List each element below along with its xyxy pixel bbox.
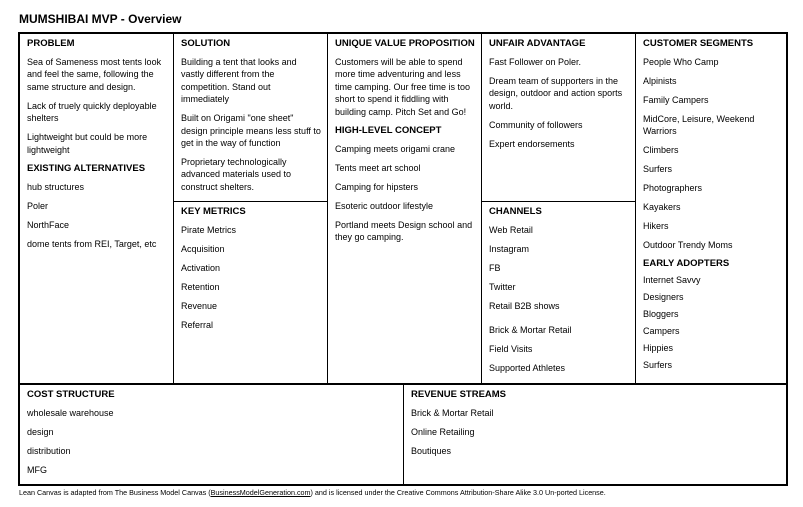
footer-suffix: ) and is licensed under the Creative Commons Attribution-Share Alike 3.0 Un-ported License. [310, 488, 606, 497]
problem-heading: PROBLEM [27, 38, 75, 49]
key-metrics-item: Acquisition [181, 244, 225, 254]
customer-segments-item: Alpinists [643, 76, 677, 86]
uvp-item: Customers will be able to spend more time adventuring and less time camping. Our free time is too short to spend it fiddling with building camp. Pitch Set and Go! [335, 57, 471, 117]
cost-structure-section [20, 385, 403, 486]
revenue-streams-section [404, 385, 786, 486]
license-footer [19, 488, 606, 497]
customer-segments-item: Climbers [643, 145, 679, 156]
channels-item: Instagram [489, 244, 530, 254]
unfair-advantage-section [482, 34, 635, 201]
high-level-concept-item: Esoteric outdoor lifestyle [335, 200, 434, 211]
uvp-section [328, 34, 481, 383]
cost-structure-item: distribution [27, 446, 71, 456]
high-level-concept-item: Camping for hipsters [335, 181, 419, 192]
existing-alternatives-item: NorthFace [27, 219, 70, 230]
unfair-advantage-item: Expert endorsements [489, 138, 575, 149]
problem-section [20, 34, 173, 383]
page-title: MUMSHIBAI MVP - Overview [19, 12, 182, 26]
problem-item: Lack of truely quickly deployable shelters [27, 100, 157, 124]
high-level-concept-item: Camping meets origami crane [335, 143, 456, 154]
cost-structure-item: wholesale warehouse [27, 408, 114, 418]
solution-item: Proprietary technologically advanced materials used to construct shelters. [181, 157, 292, 192]
high-level-concept-item: Tents meet art school [335, 162, 421, 173]
customer-segments-item: Kayakers [643, 202, 681, 213]
footer-prefix: Lean Canvas is adapted from The Business Model Canvas ( [19, 488, 211, 497]
key-metrics-item: Retention [181, 282, 220, 292]
footer-link[interactable]: BusinessModelGeneration.com [210, 488, 311, 497]
key-metrics-item: Revenue [181, 301, 218, 311]
revenue-streams-item: Boutiques [411, 446, 452, 456]
solution-item: Built on Origami "one sheet" design principle means less stuff to get in the way of function [181, 113, 321, 149]
customer-segments-section [636, 34, 786, 383]
channels-item: Field Visits [489, 344, 533, 355]
existing-alternatives-heading: EXISTING ALTERNATIVES [27, 162, 146, 174]
solution-section [174, 34, 327, 201]
customer-segments-item: People Who Camp [643, 57, 719, 67]
revenue-streams-item: Brick & Mortar Retail [411, 408, 494, 418]
high-level-concept-item: Portland meets Design school and they go camping. [335, 219, 473, 243]
early-adopters-item: Designers [643, 292, 684, 303]
unfair-advantage-item: Community of followers [489, 119, 583, 130]
lean-canvas [18, 32, 788, 486]
cost-structure-heading: COST STRUCTURE [27, 389, 115, 400]
revenue-streams-item: Online Retailing [411, 427, 475, 437]
solution-heading: SOLUTION [181, 38, 231, 49]
customer-segments-item: Hikers [643, 221, 669, 232]
early-adopters-item: Campers [643, 326, 680, 337]
channels-heading: CHANNELS [489, 206, 542, 217]
uvp-heading: UNIQUE VALUE PROPOSITION [335, 38, 475, 49]
key-metrics-item: Referral [181, 320, 214, 330]
unfair-advantage-heading: UNFAIR ADVANTAGE [489, 38, 586, 49]
revenue-streams-heading: REVENUE STREAMS [411, 389, 507, 400]
cost-structure-item: design [27, 427, 54, 437]
early-adopters-item: Surfers [643, 360, 673, 371]
channels-item: FB [489, 263, 501, 273]
problem-item: Lightweight but could be more lightweight [27, 132, 148, 155]
channels-item: Web Retail [489, 225, 533, 235]
existing-alternatives-item: dome tents from REI, Target, etc [27, 238, 157, 249]
customer-segments-item: Photographers [643, 183, 703, 194]
channels-item: Brick & Mortar Retail [489, 325, 572, 336]
unfair-advantage-item: Dream team of supporters in the design, outdoor and action sports world. [489, 76, 623, 111]
key-metrics-item: Activation [181, 263, 221, 273]
cost-structure-item: MFG [27, 465, 47, 475]
customer-segments-item: MidCore, Leisure, Weekend Warriors [643, 114, 755, 137]
solution-item: Building a tent that looks and vastly different from the competition. Stand out immediately [181, 57, 297, 105]
problem-item: Sea of Sameness most tents look and feel the same, following the same structure and design. [27, 57, 162, 92]
customer-segments-item: Family Campers [643, 95, 709, 105]
channels-item: Retail B2B shows [489, 301, 560, 311]
key-metrics-heading: KEY METRICS [181, 206, 246, 217]
key-metrics-item: Pirate Metrics [181, 225, 237, 235]
customer-segments-item: Outdoor Trendy Moms [643, 240, 733, 251]
existing-alternatives-item: hub structures [27, 181, 85, 192]
channels-item: Supported Athletes [489, 363, 566, 374]
early-adopters-item: Bloggers [643, 309, 679, 320]
customer-segments-heading: CUSTOMER SEGMENTS [643, 38, 754, 49]
channels-item: Twitter [489, 282, 516, 292]
high-level-concept-heading: HIGH-LEVEL CONCEPT [335, 124, 442, 136]
existing-alternatives-item: Poler [27, 200, 49, 211]
key-metrics-section [174, 202, 327, 383]
early-adopters-item: Internet Savvy [643, 275, 701, 286]
early-adopters-heading: EARLY ADOPTERS [643, 258, 730, 270]
unfair-advantage-item: Fast Follower on Poler. [489, 57, 582, 67]
channels-section [482, 202, 635, 383]
early-adopters-item: Hippies [643, 343, 674, 354]
customer-segments-item: Surfers [643, 164, 673, 175]
